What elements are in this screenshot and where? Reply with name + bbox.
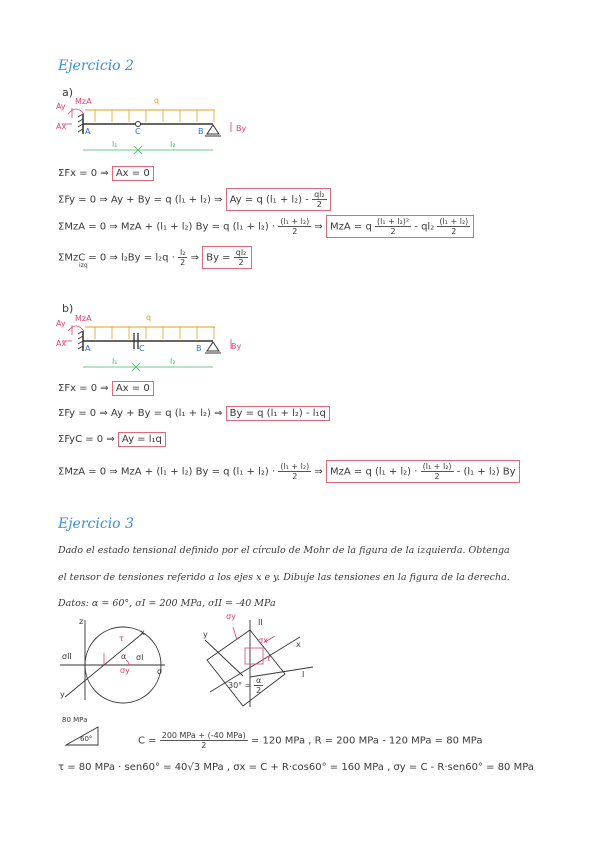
label-by-b: By — [231, 342, 242, 351]
elem-sx-label: σx — [258, 636, 268, 645]
elem-sy-label: σy — [226, 612, 236, 621]
label-mza-b: MzA — [75, 314, 92, 323]
label-ax-b: Ax — [56, 339, 67, 348]
eq-a-2-frac — [312, 190, 327, 209]
ex3-statement-line2: el tensor de tensiones referido a los ejes x e y. Dibuje las tensiones en la figura de la derecha. — [58, 572, 510, 583]
eq-b-4-rfrac — [421, 462, 454, 481]
label-ax-a: Ax — [56, 122, 67, 131]
eq-a-3-result-b: - ql₂ — [414, 221, 435, 233]
eq-a-3-den: 2 — [292, 227, 298, 236]
eq-b-4-num: (l₁ + l₂) — [280, 462, 310, 471]
eq-b-4-result-a: MzA = q (l₁ + l₂) · — [329, 466, 418, 478]
ex3-title: Ejercicio 3 — [58, 516, 134, 532]
eq-b-3-result: Ay = l₁q — [118, 432, 166, 447]
eq-b-4-result — [326, 460, 520, 483]
eq-a-3-rfrac1 — [375, 217, 411, 236]
eq-a-1-result: Ax = 0 — [112, 166, 154, 181]
eq-a-4-arrow: ⇒ — [190, 252, 200, 264]
mohr-circle-diagram — [55, 615, 175, 705]
label-by-a: By — [236, 124, 247, 133]
eq-a-3-result-a: MzA = q — [329, 221, 372, 233]
eq-a-3-num: (l₁ + l₂) — [280, 217, 310, 226]
eq-a-2-result — [226, 188, 331, 211]
eq-b-2-text: ΣFy = 0 ⇒ Ay + By = q (l₁ + l₂) ⇒ — [58, 408, 223, 419]
eq-a-1-text: ΣFx = 0 ⇒ — [58, 168, 109, 179]
eq-a-4-den: 2 — [180, 258, 186, 267]
eq-a-3-arrow: ⇒ — [314, 221, 323, 233]
part-b-label: b) — [62, 302, 74, 315]
label-C-b: C — [139, 344, 145, 353]
eq-a-4-rfrac — [234, 248, 249, 267]
eq-b-4-arrow: ⇒ — [314, 466, 323, 478]
eq-b-2-result: By = q (l₁ + l₂) - l₁q — [226, 406, 330, 421]
label-mza-a: MzA — [75, 97, 92, 106]
label-ay-b: Ay — [56, 319, 66, 328]
mohr-sI-label: σI — [136, 653, 144, 662]
eq-a-4-result-a: By = — [206, 252, 231, 264]
eq-a-2-text: ΣFy = 0 ⇒ Ay + By = q (l₁ + l₂) ⇒ — [58, 194, 223, 206]
eq-a-3-result — [326, 215, 474, 238]
eq-final-stresses: τ = 80 MPa · sen60° = 40√3 MPa , σx = C + R·cos60° = 160 MPa , σy = C - R·sen60° = 80 MPa — [58, 762, 534, 773]
triangle-angle-label: 60° — [80, 735, 93, 743]
label-l2-a: l₂ — [170, 140, 176, 149]
eq-c-num: 200 MPa + (-40 MPa) — [161, 731, 246, 740]
eq-a-2-result-text: Ay = q (l₁ + l₂) - — [229, 194, 309, 206]
label-l1-b: l₁ — [112, 357, 118, 366]
eq-c-den: 2 — [201, 741, 207, 750]
mohr-z-label: z — [79, 617, 84, 626]
eq-a-4-result — [202, 246, 252, 269]
label-B-a: B — [198, 127, 204, 136]
mohr-sigma-label: σ — [157, 667, 163, 676]
eq-c-r-text: = 120 MPa , R = 200 MPa - 120 MPa = 80 MPa — [250, 735, 483, 747]
eq-a-2 — [58, 188, 331, 211]
mohr-sII-label: σII — [62, 652, 72, 661]
eq-a-2-den: 2 — [316, 200, 322, 209]
eq-b-4-den: 2 — [292, 472, 298, 481]
eq-a-3-frac — [278, 217, 311, 236]
eq-b-1-text: ΣFx = 0 ⇒ — [58, 383, 109, 394]
label-C-a: C — [135, 127, 141, 136]
eq-b-4 — [58, 460, 520, 483]
eq-a-3-rfrac2 — [437, 217, 470, 236]
mohr-y-label: y — [60, 690, 65, 699]
eq-a-4-text: ΣMzC = 0 ⇒ l₂By = l₂q · — [58, 252, 175, 264]
eq-a-4-frac — [178, 248, 187, 267]
elem-y-label: y — [203, 630, 208, 639]
elem-II-label: II — [258, 618, 263, 627]
label-ay-a: Ay — [56, 102, 66, 111]
triangle-hyp-label: 80 MPa — [62, 716, 88, 724]
label-q-a: q — [154, 96, 160, 105]
ex3-datos: Datos: α = 60°, σI = 200 MPa, σII = -40 MPa — [58, 598, 276, 609]
mohr-alpha-label: α — [121, 652, 127, 661]
eq-b-4-rnum: (l₁ + l₂) — [422, 462, 452, 471]
eq-a-4-rden: 2 — [238, 258, 244, 267]
elem-angle-label — [228, 676, 263, 695]
label-B-b: B — [196, 344, 202, 353]
eq-a-3-rden2: 2 — [451, 227, 457, 236]
stress-element-diagram — [195, 612, 315, 712]
eq-a-3-rden1: 2 — [390, 227, 396, 236]
eq-a-4-num: l₂ — [180, 248, 186, 257]
eq-b-4-frac — [278, 462, 311, 481]
label-l1-a: l₁ — [112, 140, 118, 149]
eq-c-r — [138, 731, 482, 750]
part-a-label: a) — [62, 86, 74, 99]
eq-b-1-result: Ax = 0 — [112, 381, 154, 396]
eq-a-3-rnum2: (l₁ + l₂) — [439, 217, 469, 226]
eq-b-2 — [58, 406, 330, 421]
eq-a-1 — [58, 166, 154, 181]
ex3-statement-line1: Dado el estado tensional definido por el círculo de Mohr de la figura de la izquierda. Obtenga — [58, 545, 510, 556]
elem-angle-den: 2 — [256, 686, 262, 695]
elem-I-label: I — [302, 670, 305, 679]
eq-b-3 — [58, 432, 166, 447]
eq-c-frac — [160, 731, 248, 750]
eq-b-1 — [58, 381, 154, 396]
eq-b-4-text: ΣMzA = 0 ⇒ MzA + (l₁ + l₂) By = q (l₁ + l₂) · — [58, 466, 276, 478]
elem-tau-label: τ — [266, 654, 271, 663]
eq-a-2-num: ql₂ — [314, 190, 325, 199]
eq-a-3-rnum1: (l₁ + l₂)² — [376, 217, 410, 226]
eq-a-3-text: ΣMzA = 0 ⇒ MzA + (l₁ + l₂) By = q (l₁ + l₂) · — [58, 221, 276, 233]
elem-angle-num: α — [255, 676, 262, 685]
label-l2-b: l₂ — [170, 357, 176, 366]
eq-b-4-result-b: - (l₁ + l₂) By — [456, 466, 516, 478]
label-A-b: A — [85, 344, 91, 353]
eq-a-3 — [58, 215, 474, 238]
mohr-x-label: x — [140, 628, 145, 637]
eq-a-4-subscript: izq — [79, 262, 88, 269]
mohr-tau-label: τ — [119, 634, 124, 643]
elem-angle-frac — [254, 676, 263, 695]
label-q-b: q — [146, 313, 152, 322]
label-A-a: A — [85, 127, 91, 136]
mohr-sy-label: σy — [120, 666, 130, 675]
eq-c-text: C = — [138, 735, 157, 747]
eq-b-4-rden: 2 — [434, 472, 440, 481]
eq-a-4-rnum: ql₂ — [235, 248, 247, 257]
eq-b-3-text: ΣFyC = 0 ⇒ — [58, 434, 115, 445]
elem-x-label: x — [296, 640, 301, 649]
ex2-title: Ejercicio 2 — [58, 58, 134, 74]
elem-angle-text: 30° = — [228, 681, 252, 690]
